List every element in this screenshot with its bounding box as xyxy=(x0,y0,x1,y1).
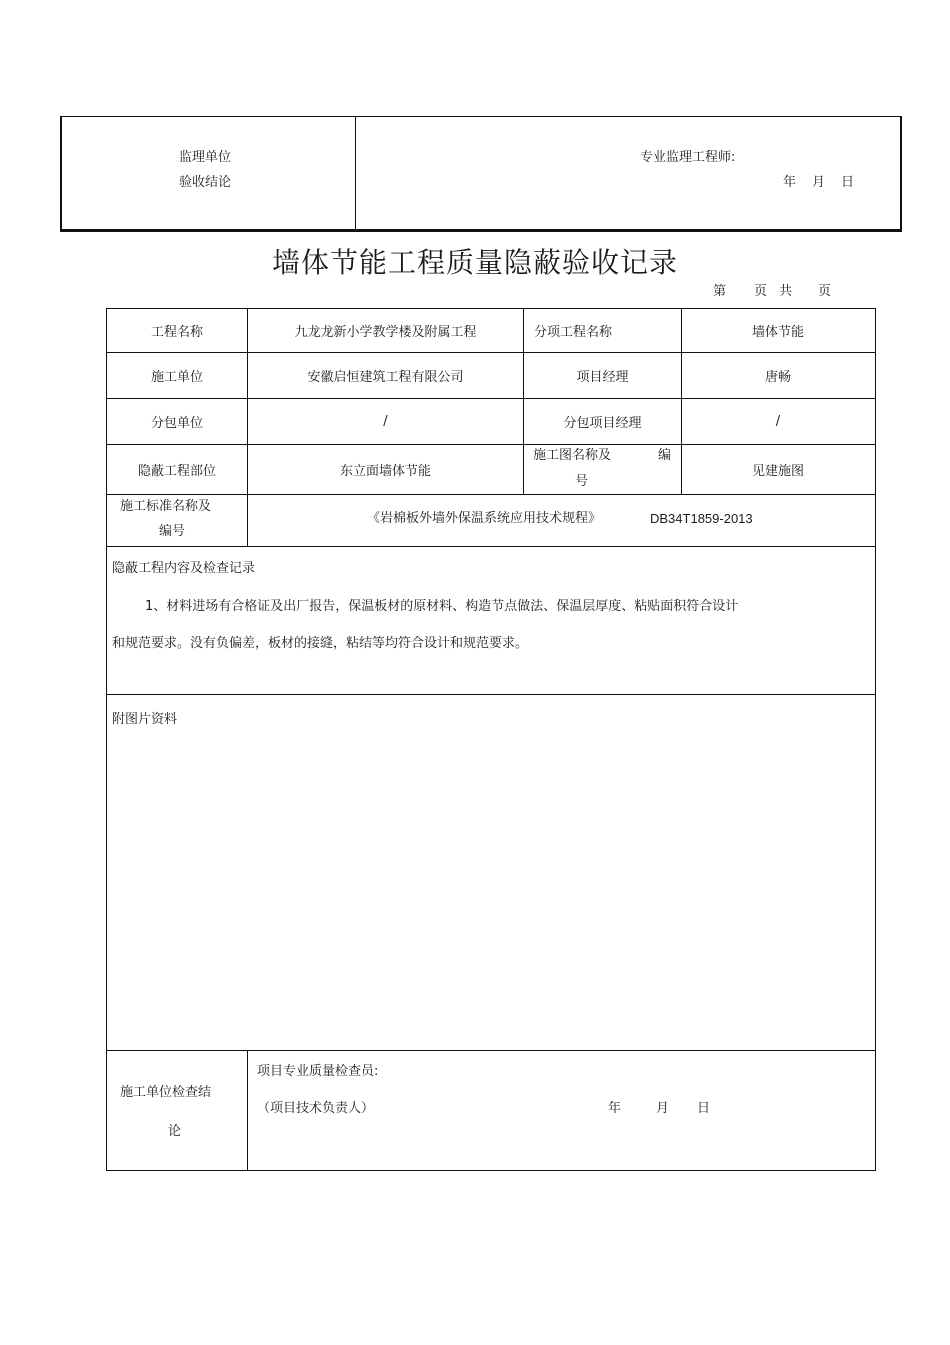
content-line2: 和规范要求。没有负偏差，板材的接缝，粘结等均符合设计和规范要求。 xyxy=(112,636,529,651)
page-counter-gong: 共 xyxy=(779,284,793,299)
supervision-divider xyxy=(355,116,356,231)
conclusion-date-month: 月 xyxy=(656,1101,670,1116)
project-name-value: 九龙龙新小学教学楼及附属工程 xyxy=(294,325,477,340)
row-divider xyxy=(106,546,875,547)
row-divider xyxy=(106,494,875,495)
supervision-date-month: 月 xyxy=(812,175,826,190)
conclusion-date-year: 年 xyxy=(608,1101,622,1116)
conclusion-date-day: 日 xyxy=(697,1101,711,1116)
sub-project-manager-value: / xyxy=(775,414,781,429)
project-manager-value: 唐畅 xyxy=(764,370,791,385)
subcontractor-value: / xyxy=(383,414,388,429)
contractor-value: 安徽启恒建筑工程有限公司 xyxy=(307,370,464,385)
page-title: 墙体节能工程质量隐蔽验收记录 xyxy=(271,246,678,279)
project-name-label: 工程名称 xyxy=(150,325,203,340)
conclusion-label-line1: 施工单位检查结 xyxy=(120,1085,212,1100)
drawing-label-part3: 号 xyxy=(575,474,589,489)
project-manager-label: 项目经理 xyxy=(576,370,629,385)
supervision-engineer-label: 专业监理工程师: xyxy=(640,150,736,165)
content-heading: 隐蔽工程内容及检查记录 xyxy=(112,561,256,576)
page-counter-ye2: 页 xyxy=(818,284,832,299)
subcontractor-label: 分包单位 xyxy=(150,416,203,431)
tech-lead-label: （项目技术负责人） xyxy=(257,1101,375,1116)
supervision-label-line1: 监理单位 xyxy=(179,150,232,165)
drawing-label-part2: 编 xyxy=(658,448,672,463)
page-counter-ye1: 页 xyxy=(754,284,768,299)
row-divider xyxy=(106,1050,875,1051)
hidden-location-label: 隐蔽工程部位 xyxy=(137,464,216,479)
sub-project-manager-label: 分包项目经理 xyxy=(563,416,642,431)
standard-name: 《岩棉板外墙外保温系统应用技术规程》 xyxy=(367,511,602,526)
row-divider xyxy=(106,694,875,695)
drawing-label-part1: 施工图名称及 xyxy=(533,448,612,463)
inspector-label: 项目专业质量检查员: xyxy=(257,1064,379,1079)
drawing-value: 见建施图 xyxy=(751,464,804,479)
contractor-label: 施工单位 xyxy=(150,370,203,385)
content-line1: 1、材料进场有合格证及出厂报告，保温板材的原材料、构造节点做法、保温层厚度、粘贴面积符合设计 xyxy=(145,599,739,614)
sub-project-value: 墙体节能 xyxy=(751,325,804,340)
column-divider xyxy=(247,1050,248,1170)
hidden-location-value: 东立面墙体节能 xyxy=(339,464,431,479)
supervision-date-day: 日 xyxy=(841,175,855,190)
supervision-label-line2: 验收结论 xyxy=(179,175,232,190)
standard-label-line1: 施工标准名称及 xyxy=(120,499,212,514)
standard-code: DB34T1859-2013 xyxy=(650,511,753,526)
conclusion-label-line2: 论 xyxy=(168,1124,182,1139)
standard-label-line2: 编号 xyxy=(159,524,186,539)
attachments-heading: 附图片资料 xyxy=(112,712,178,727)
supervision-box xyxy=(60,116,902,232)
supervision-date-year: 年 xyxy=(783,175,797,190)
sub-project-label: 分项工程名称 xyxy=(534,325,613,340)
page-counter-di: 第 xyxy=(713,284,727,299)
